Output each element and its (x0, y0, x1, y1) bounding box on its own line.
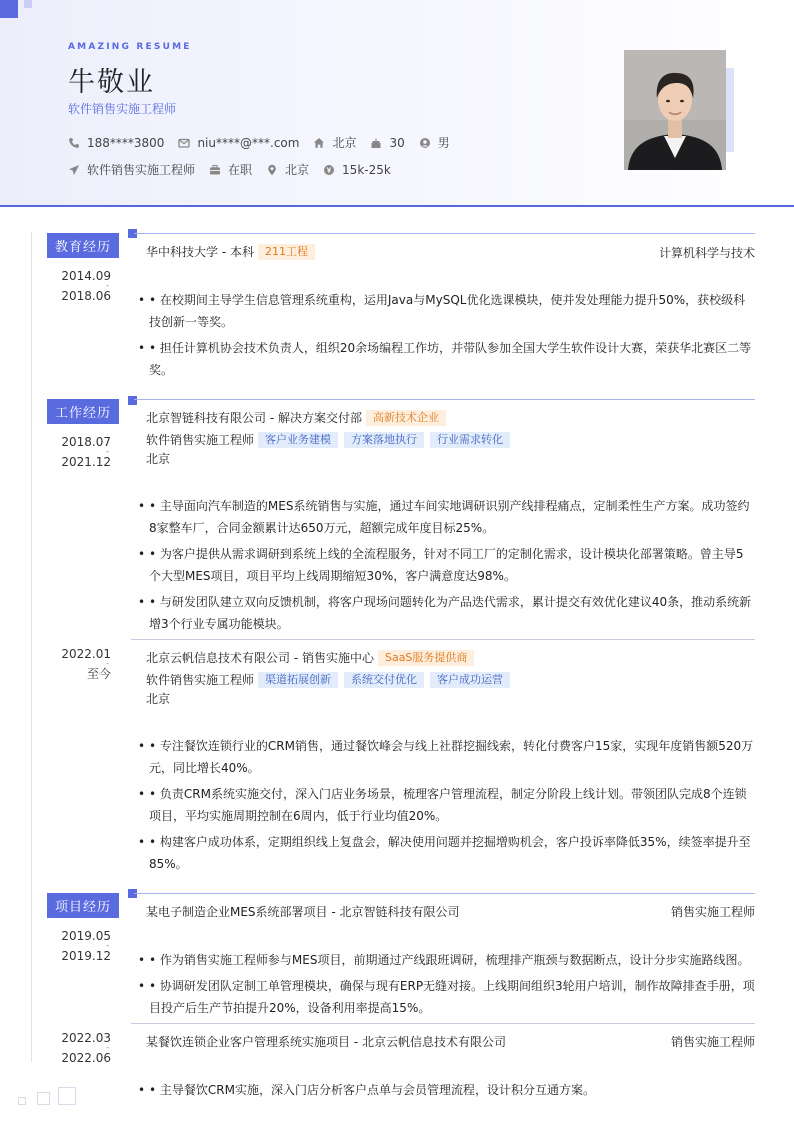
section-label-projects: 项目经历 (47, 893, 119, 918)
email-info (178, 136, 299, 150)
work-date (50, 648, 111, 680)
decorative-square (37, 1092, 50, 1105)
email-address: niu****@***.com (197, 135, 300, 150)
bullet-marker: • (138, 739, 146, 753)
phone-info (68, 136, 164, 150)
work-location: 北京 (146, 452, 171, 466)
list-item: • • 为客户提供从需求调研到系统上线的全流程服务，针对不同工厂的定制化需求，设计模块化部署策略。曾主导5个大型MES项目，项目平均上线周期缩短30%，客户满意度达98%。 (138, 543, 755, 587)
list-item: • • 构建客户成功体系，定期组织线上复盘会，解决使用问题并挖掘增购机会，客户投诉率降低35%，续签率提升至85%。 (138, 831, 755, 875)
project-title: 某电子制造企业MES系统部署项目 - 北京智链科技有限公司 (146, 905, 460, 919)
bullet-marker: • (138, 1083, 146, 1097)
bullet-marker: • (138, 953, 146, 967)
location-pin-icon (266, 164, 278, 176)
list-item: • • 在校期间主导学生信息管理系统重构，运用Java与MySQL优化选课模块，使并发处理能力提升50%，获校级科技创新一等奖。 (138, 289, 755, 333)
work-date (50, 436, 111, 468)
bullet-marker: • (138, 499, 146, 513)
bullet-marker: • (138, 979, 146, 993)
mail-icon (178, 137, 190, 149)
date-separator: - (106, 447, 109, 456)
skill-tag: 行业需求转化 (430, 432, 510, 448)
work-role-line (146, 431, 510, 448)
bullet-marker: • (138, 293, 146, 307)
resume-header (0, 0, 794, 207)
skill-tag: 客户业务建模 (258, 432, 338, 448)
job-title: 软件销售实施工程师 (68, 102, 177, 116)
hometown-info (313, 134, 356, 151)
skill-tag: 客户成功运营 (430, 672, 510, 688)
skill-tag: 系统交付优化 (344, 672, 424, 688)
contact-row (68, 134, 464, 151)
target-position: 软件销售实施工程师 (87, 163, 196, 177)
date-start: 2022.01 (61, 647, 111, 661)
section-rule (134, 893, 755, 894)
company-name: 北京云帆信息技术有限公司 - 销售实施中心 (146, 651, 374, 665)
tagline: AMAZING RESUME (68, 42, 192, 52)
list-item: • • 主导餐饮CRM实施，深入门店分析客户点单与会员管理流程，设计积分互通方案。 (138, 1079, 755, 1101)
entry-divider (131, 639, 755, 640)
list-item: • • 主导面向汽车制造的MES系统销售与实施，通过车间实地调研识别产线排程痛点，定制柔性生产方案。成功签约8家整车厂，合同金额累计达650万元，超额完成年度目标25%。 (138, 495, 755, 539)
work-company-line (146, 649, 474, 666)
date-separator: - (106, 1043, 109, 1052)
education-school-line (146, 243, 315, 260)
date-start: 2014.09 (61, 269, 111, 283)
hometown: 北京 (332, 136, 357, 150)
date-separator: - (106, 659, 109, 668)
profile-photo (624, 50, 726, 170)
education-major: 计算机科学与技术 (658, 246, 755, 260)
list-item: • • 专注餐饮连锁行业的CRM销售，通过餐饮峰会与线上社群挖掘线索，转化付费客户15家，实现年度销售额520万元，同比增长40%。 (138, 735, 755, 779)
job-intention-row (68, 161, 405, 178)
target-position-info (68, 161, 195, 178)
project-title: 某餐饮连锁企业客户管理系统实施项目 - 北京云帆信息技术有限公司 (146, 1035, 506, 1049)
date-start: 2018.07 (61, 435, 111, 449)
project-role: 销售实施工程师 (670, 905, 755, 919)
timeline-line (31, 232, 32, 1062)
date-end: 至今 (86, 667, 111, 681)
bullet-marker: • (138, 835, 146, 849)
role-name: 软件销售实施工程师 (146, 673, 255, 687)
project-date (50, 1032, 111, 1064)
bullet-marker: • (138, 787, 146, 801)
skill-tag: 渠道拓展创新 (258, 672, 338, 688)
list-item: • • 与研发团队建立双向反馈机制，将客户现场问题转化为产品迭代需求，累计提交有效优化建议40条，推动系统新增3个行业专属功能模块。 (138, 591, 755, 635)
date-end: 2022.06 (61, 1051, 111, 1065)
company-badge: 高新技术企业 (366, 410, 446, 426)
bullet-marker: • (138, 341, 146, 355)
company-name: 北京智链科技有限公司 - 解决方案交付部 (146, 411, 362, 425)
date-end: 2019.12 (61, 949, 111, 963)
decorative-square (18, 1097, 26, 1105)
skill-tag: 方案落地执行 (344, 432, 424, 448)
briefcase-icon (209, 164, 221, 176)
project-date (50, 930, 111, 962)
bullet-marker: • (138, 547, 146, 561)
list-item: • • 作为销售实施工程师参与MES项目，前期通过产线跟班调研，梳理排产瓶颈与数据断点，设计分步实施路线图。 (138, 949, 755, 971)
work-role-line (146, 671, 510, 688)
cake-icon (370, 137, 382, 149)
salary-info (323, 163, 391, 177)
coin-icon (323, 164, 335, 176)
gender: 男 (437, 136, 450, 150)
candidate-name: 牛敬业 (68, 67, 155, 98)
work-location: 北京 (146, 692, 171, 706)
education-date (50, 270, 111, 302)
decorative-square-small (24, 0, 32, 8)
company-badge: SaaS服务提供商 (378, 650, 474, 666)
section-rule (134, 233, 755, 234)
employment-status: 在职 (228, 163, 253, 177)
list-item: • • 担任计算机协会技术负责人，组织20余场编程工作坊，并带队参加全国大学生软件设计大赛，荣获华北赛区二等奖。 (138, 337, 755, 381)
age: 30 (389, 135, 405, 150)
target-city-info (266, 161, 309, 178)
section-label-education: 教育经历 (47, 233, 119, 258)
target-city: 北京 (285, 163, 310, 177)
list-item: • • 负责CRM系统实施交付，深入门店业务场景，梳理客户管理流程，制定分阶段上线计划。带领团队完成8个连锁项目，平均实施周期控制在6周内，低于行业均值20%。 (138, 783, 755, 827)
date-end: 2018.06 (61, 289, 111, 303)
project-role: 销售实施工程师 (670, 1035, 755, 1049)
age-info (370, 136, 404, 150)
date-end: 2021.12 (61, 455, 111, 469)
decorative-square (0, 0, 18, 18)
phone-number: 188****3800 (87, 135, 165, 150)
section-marker (128, 396, 137, 405)
gender-icon (419, 137, 431, 149)
date-start: 2022.03 (61, 1031, 111, 1045)
section-label-work: 工作经历 (47, 399, 119, 424)
phone-icon (68, 137, 80, 149)
list-item: • • 协调研发团队定制工单管理模块，确保与现有ERP无缝对接。上线期间组织3轮用户培训，制作故障排查手册，项目投产后生产节拍提升20%，设备利用率提高15%。 (138, 975, 755, 1019)
expected-salary: 15k-25k (342, 162, 391, 177)
work-company-line (146, 409, 446, 426)
date-start: 2019.05 (61, 929, 111, 943)
status-info (209, 161, 252, 178)
school-name: 华中科技大学 - 本科 (146, 245, 254, 259)
bullet-marker: • (138, 595, 146, 609)
date-separator: - (106, 281, 109, 290)
section-rule (134, 399, 755, 400)
send-icon (68, 164, 80, 176)
date-separator: - (106, 941, 109, 950)
entry-divider (131, 1023, 755, 1024)
home-icon (313, 137, 325, 149)
role-name: 软件销售实施工程师 (146, 433, 255, 447)
school-badge: 211工程 (258, 244, 315, 260)
gender-info (419, 134, 450, 151)
decorative-square (58, 1087, 76, 1105)
